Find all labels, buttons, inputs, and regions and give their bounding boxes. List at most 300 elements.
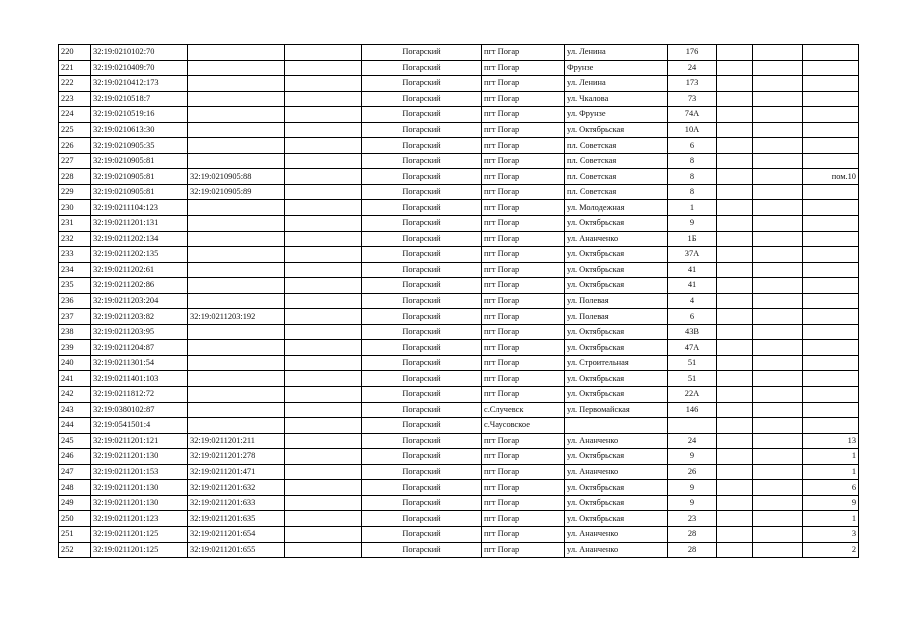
cell-premises	[803, 91, 859, 107]
cell-street	[565, 418, 668, 434]
cell-related-cadastral-number	[188, 402, 285, 418]
cell-row-number: 220	[59, 45, 91, 61]
cell-cadastral-number: 32:19:0541501:4	[91, 418, 188, 434]
cell-blank-col	[285, 169, 362, 185]
cell-related-cadastral-number	[188, 231, 285, 247]
table-row	[59, 216, 859, 232]
cell-cadastral-number: 32:19:0380102:87	[91, 402, 188, 418]
cell-cadastral-number: 32:19:0210519:16	[91, 107, 188, 123]
cell-house-number: 1	[668, 200, 717, 216]
cell-settlement: пгт Погар	[482, 293, 565, 309]
cell-street: ул. Октябрьская	[565, 340, 668, 356]
cell-blank-col	[285, 262, 362, 278]
table-row	[59, 200, 859, 216]
cell-street: ул. Молодежная	[565, 200, 668, 216]
cell-premises	[803, 324, 859, 340]
table-row	[59, 480, 859, 496]
cell-house-number: 26	[668, 464, 717, 480]
cell-cadastral-number: 32:19:0211201:125	[91, 542, 188, 558]
cell-blank-col-4	[753, 542, 803, 558]
cell-district: Погарский	[362, 231, 482, 247]
cell-cadastral-number: 32:19:0211201:130	[91, 480, 188, 496]
cell-related-cadastral-number: 32:19:0211201:654	[188, 526, 285, 542]
cell-cadastral-number: 32:19:0211201:131	[91, 216, 188, 232]
table-row	[59, 433, 859, 449]
cell-blank-col-4	[753, 309, 803, 325]
cell-blank-col-4	[753, 340, 803, 356]
cell-related-cadastral-number	[188, 355, 285, 371]
cell-blank-col-3	[717, 293, 753, 309]
cell-cadastral-number: 32:19:0210409:70	[91, 60, 188, 76]
cell-settlement: пгт Погар	[482, 526, 565, 542]
cell-row-number: 248	[59, 480, 91, 496]
cell-row-number: 243	[59, 402, 91, 418]
cell-row-number: 239	[59, 340, 91, 356]
cell-row-number: 238	[59, 324, 91, 340]
cell-cadastral-number: 32:19:0211201:125	[91, 526, 188, 542]
table-row	[59, 355, 859, 371]
cell-settlement: пгт Погар	[482, 371, 565, 387]
cell-related-cadastral-number	[188, 216, 285, 232]
cell-blank-col	[285, 542, 362, 558]
cell-blank-col-3	[717, 433, 753, 449]
cell-house-number: 4	[668, 293, 717, 309]
cell-premises: 3	[803, 526, 859, 542]
cell-blank-col-3	[717, 355, 753, 371]
cell-premises	[803, 262, 859, 278]
table-row	[59, 184, 859, 200]
cell-related-cadastral-number	[188, 387, 285, 403]
cell-blank-col-3	[717, 184, 753, 200]
cell-settlement: пгт Погар	[482, 464, 565, 480]
cell-premises	[803, 247, 859, 263]
cell-row-number: 244	[59, 418, 91, 434]
cell-street: ул. Чкалова	[565, 91, 668, 107]
cell-street: ул. Ананченко	[565, 433, 668, 449]
cell-house-number: 8	[668, 184, 717, 200]
cell-district: Погарский	[362, 340, 482, 356]
cell-cadastral-number: 32:19:0210905:81	[91, 169, 188, 185]
cell-premises	[803, 45, 859, 61]
cell-blank-col-4	[753, 107, 803, 123]
cell-row-number: 233	[59, 247, 91, 263]
cell-cadastral-number: 32:19:0211203:204	[91, 293, 188, 309]
cell-district: Погарский	[362, 495, 482, 511]
cell-premises: 2	[803, 542, 859, 558]
cell-blank-col-4	[753, 216, 803, 232]
cell-premises	[803, 76, 859, 92]
cell-street: ул. Фрунзе	[565, 107, 668, 123]
cell-related-cadastral-number: 32:19:0211201:211	[188, 433, 285, 449]
cell-settlement: пгт Погар	[482, 262, 565, 278]
cell-settlement: пгт Погар	[482, 60, 565, 76]
cell-cadastral-number: 32:19:0211104:123	[91, 200, 188, 216]
cell-house-number: 43В	[668, 324, 717, 340]
cell-blank-col-4	[753, 184, 803, 200]
cell-house-number: 9	[668, 480, 717, 496]
cadastral-table	[58, 44, 859, 558]
cell-house-number: 9	[668, 449, 717, 465]
cell-cadastral-number: 32:19:0210905:35	[91, 138, 188, 154]
cell-house-number: 28	[668, 542, 717, 558]
cell-blank-col	[285, 433, 362, 449]
cell-blank-col-3	[717, 153, 753, 169]
cell-row-number: 236	[59, 293, 91, 309]
cell-blank-col	[285, 371, 362, 387]
cell-blank-col-3	[717, 309, 753, 325]
cell-street: пл. Советская	[565, 153, 668, 169]
cell-related-cadastral-number	[188, 76, 285, 92]
cell-settlement: пгт Погар	[482, 433, 565, 449]
cell-row-number: 222	[59, 76, 91, 92]
cell-cadastral-number: 32:19:0211204:87	[91, 340, 188, 356]
table-row	[59, 45, 859, 61]
cell-row-number: 251	[59, 526, 91, 542]
cell-blank-col-4	[753, 495, 803, 511]
cell-district: Погарский	[362, 355, 482, 371]
cell-settlement: пгт Погар	[482, 324, 565, 340]
table-row	[59, 278, 859, 294]
cell-house-number: 1Б	[668, 231, 717, 247]
cell-district: Погарский	[362, 216, 482, 232]
cell-premises	[803, 122, 859, 138]
cell-blank-col-3	[717, 216, 753, 232]
cell-related-cadastral-number	[188, 262, 285, 278]
cell-premises	[803, 340, 859, 356]
cell-row-number: 246	[59, 449, 91, 465]
table-row	[59, 262, 859, 278]
cell-district: Погарский	[362, 107, 482, 123]
cell-street: ул. Полевая	[565, 293, 668, 309]
cell-row-number: 245	[59, 433, 91, 449]
cell-related-cadastral-number	[188, 200, 285, 216]
cell-row-number: 228	[59, 169, 91, 185]
cell-cadastral-number: 32:19:0211203:82	[91, 309, 188, 325]
cell-related-cadastral-number	[188, 107, 285, 123]
table-row	[59, 387, 859, 403]
cell-street: ул. Октябрьская	[565, 216, 668, 232]
cell-house-number: 23	[668, 511, 717, 527]
cell-blank-col-3	[717, 495, 753, 511]
cell-blank-col	[285, 449, 362, 465]
cell-premises	[803, 309, 859, 325]
cell-premises: 6	[803, 480, 859, 496]
cell-premises	[803, 293, 859, 309]
cell-district: Погарский	[362, 387, 482, 403]
cell-street: ул. Ананченко	[565, 542, 668, 558]
cell-district: Погарский	[362, 293, 482, 309]
cell-premises	[803, 107, 859, 123]
cell-related-cadastral-number	[188, 371, 285, 387]
cell-premises: пом.10	[803, 169, 859, 185]
cell-premises	[803, 153, 859, 169]
cell-district: Погарский	[362, 153, 482, 169]
cell-cadastral-number: 32:19:0210412:173	[91, 76, 188, 92]
cell-house-number: 37А	[668, 247, 717, 263]
cell-row-number: 241	[59, 371, 91, 387]
cell-district: Погарский	[362, 200, 482, 216]
cell-blank-col-4	[753, 449, 803, 465]
table-row	[59, 247, 859, 263]
cell-blank-col-3	[717, 542, 753, 558]
cell-street: ул. Ананченко	[565, 231, 668, 247]
cell-district: Погарский	[362, 418, 482, 434]
cell-blank-col	[285, 464, 362, 480]
table-row	[59, 495, 859, 511]
cell-cadastral-number: 32:19:0211201:130	[91, 495, 188, 511]
cell-row-number: 240	[59, 355, 91, 371]
cell-premises	[803, 418, 859, 434]
cell-district: Погарский	[362, 371, 482, 387]
cell-blank-col-4	[753, 418, 803, 434]
cell-blank-col-4	[753, 45, 803, 61]
cell-blank-col-4	[753, 138, 803, 154]
cell-related-cadastral-number: 32:19:0210905:88	[188, 169, 285, 185]
table-row	[59, 153, 859, 169]
table-row	[59, 371, 859, 387]
cell-related-cadastral-number: 32:19:0211201:655	[188, 542, 285, 558]
cell-blank-col-4	[753, 511, 803, 527]
cell-settlement: пгт Погар	[482, 153, 565, 169]
cell-premises	[803, 355, 859, 371]
cell-related-cadastral-number: 32:19:0211203:192	[188, 309, 285, 325]
cell-cadastral-number: 32:19:0211201:123	[91, 511, 188, 527]
cell-blank-col-3	[717, 464, 753, 480]
cell-house-number	[668, 418, 717, 434]
cell-house-number: 9	[668, 216, 717, 232]
cell-blank-col	[285, 340, 362, 356]
cell-blank-col-3	[717, 60, 753, 76]
cell-blank-col-4	[753, 169, 803, 185]
cell-settlement: пгт Погар	[482, 122, 565, 138]
cell-blank-col-3	[717, 107, 753, 123]
cell-row-number: 237	[59, 309, 91, 325]
cell-settlement: пгт Погар	[482, 107, 565, 123]
cell-house-number: 73	[668, 91, 717, 107]
cell-blank-col	[285, 184, 362, 200]
cell-premises	[803, 402, 859, 418]
cell-row-number: 224	[59, 107, 91, 123]
cell-house-number: 9	[668, 495, 717, 511]
cell-blank-col-4	[753, 371, 803, 387]
cell-district: Погарский	[362, 262, 482, 278]
cell-blank-col	[285, 309, 362, 325]
table-row	[59, 324, 859, 340]
cell-blank-col-3	[717, 262, 753, 278]
table-row	[59, 60, 859, 76]
cell-blank-col	[285, 480, 362, 496]
cell-house-number: 51	[668, 355, 717, 371]
cell-related-cadastral-number: 32:19:0211201:635	[188, 511, 285, 527]
cell-blank-col-3	[717, 169, 753, 185]
cell-related-cadastral-number	[188, 91, 285, 107]
cell-blank-col-4	[753, 387, 803, 403]
cell-district: Погарский	[362, 122, 482, 138]
document-page	[58, 44, 859, 558]
cell-house-number: 74А	[668, 107, 717, 123]
cell-blank-col-3	[717, 91, 753, 107]
cell-street: ул. Октябрьская	[565, 324, 668, 340]
cell-blank-col-4	[753, 60, 803, 76]
table-body	[59, 45, 859, 558]
cell-related-cadastral-number	[188, 278, 285, 294]
cell-row-number: 252	[59, 542, 91, 558]
cell-blank-col	[285, 200, 362, 216]
cell-house-number: 28	[668, 526, 717, 542]
cell-blank-col-4	[753, 324, 803, 340]
cell-settlement: пгт Погар	[482, 340, 565, 356]
cell-related-cadastral-number	[188, 60, 285, 76]
cell-district: Погарский	[362, 169, 482, 185]
cell-premises: 1	[803, 464, 859, 480]
cell-related-cadastral-number	[188, 340, 285, 356]
cell-street: ул. Строительная	[565, 355, 668, 371]
cell-related-cadastral-number	[188, 293, 285, 309]
cell-settlement: пгт Погар	[482, 169, 565, 185]
cell-related-cadastral-number	[188, 122, 285, 138]
cell-blank-col	[285, 495, 362, 511]
cell-settlement: пгт Погар	[482, 76, 565, 92]
cell-blank-col-4	[753, 355, 803, 371]
cell-district: Погарский	[362, 138, 482, 154]
table-row	[59, 418, 859, 434]
cell-district: Погарский	[362, 511, 482, 527]
cell-district: Погарский	[362, 184, 482, 200]
cell-related-cadastral-number	[188, 153, 285, 169]
cell-blank-col	[285, 511, 362, 527]
cell-premises	[803, 60, 859, 76]
table-row	[59, 122, 859, 138]
cell-related-cadastral-number: 32:19:0211201:632	[188, 480, 285, 496]
cell-district: Погарский	[362, 247, 482, 263]
cell-settlement: пгт Погар	[482, 231, 565, 247]
cell-cadastral-number: 32:19:0210102:70	[91, 45, 188, 61]
table-row	[59, 107, 859, 123]
cell-district: Погарский	[362, 449, 482, 465]
cell-blank-col	[285, 278, 362, 294]
cell-blank-col	[285, 216, 362, 232]
cell-house-number: 41	[668, 278, 717, 294]
cell-premises	[803, 138, 859, 154]
cell-settlement: пгт Погар	[482, 45, 565, 61]
cell-house-number: 10А	[668, 122, 717, 138]
cell-house-number: 6	[668, 309, 717, 325]
cell-cadastral-number: 32:19:0211202:86	[91, 278, 188, 294]
cell-house-number: 22А	[668, 387, 717, 403]
cell-house-number: 176	[668, 45, 717, 61]
cell-cadastral-number: 32:19:0211201:153	[91, 464, 188, 480]
cell-street: ул. Полевая	[565, 309, 668, 325]
cell-blank-col-3	[717, 231, 753, 247]
cell-row-number: 221	[59, 60, 91, 76]
cell-settlement: пгт Погар	[482, 449, 565, 465]
cell-premises	[803, 200, 859, 216]
cell-row-number: 226	[59, 138, 91, 154]
cell-row-number: 232	[59, 231, 91, 247]
cell-settlement: пгт Погар	[482, 480, 565, 496]
cell-premises	[803, 231, 859, 247]
cell-district: Погарский	[362, 309, 482, 325]
cell-blank-col	[285, 293, 362, 309]
cell-cadastral-number: 32:19:0211301:54	[91, 355, 188, 371]
cell-row-number: 225	[59, 122, 91, 138]
table-row	[59, 91, 859, 107]
cell-row-number: 227	[59, 153, 91, 169]
cell-district: Погарский	[362, 480, 482, 496]
cell-house-number: 24	[668, 60, 717, 76]
cell-blank-col-4	[753, 464, 803, 480]
cell-blank-col-3	[717, 247, 753, 263]
cell-street: ул. Ленина	[565, 45, 668, 61]
table-row	[59, 464, 859, 480]
cell-street: ул. Ленина	[565, 76, 668, 92]
cell-related-cadastral-number	[188, 138, 285, 154]
cell-cadastral-number: 32:19:0211203:95	[91, 324, 188, 340]
cell-blank-col-3	[717, 324, 753, 340]
cell-premises: 1	[803, 511, 859, 527]
cell-blank-col-3	[717, 418, 753, 434]
table-row	[59, 231, 859, 247]
cell-blank-col-4	[753, 293, 803, 309]
table-row	[59, 340, 859, 356]
cell-blank-col	[285, 45, 362, 61]
cell-related-cadastral-number: 32:19:0211201:278	[188, 449, 285, 465]
cell-blank-col-4	[753, 247, 803, 263]
cell-house-number: 47А	[668, 340, 717, 356]
cell-settlement: пгт Погар	[482, 91, 565, 107]
cell-blank-col	[285, 122, 362, 138]
cell-house-number: 146	[668, 402, 717, 418]
cell-house-number: 6	[668, 138, 717, 154]
cell-premises	[803, 278, 859, 294]
cell-house-number: 173	[668, 76, 717, 92]
table-row	[59, 76, 859, 92]
cell-blank-col-4	[753, 262, 803, 278]
cell-blank-col-3	[717, 122, 753, 138]
cell-blank-col	[285, 324, 362, 340]
table-row	[59, 542, 859, 558]
cell-street: пл. Советская	[565, 138, 668, 154]
cell-premises	[803, 387, 859, 403]
cell-cadastral-number: 32:19:0211202:135	[91, 247, 188, 263]
cell-related-cadastral-number: 32:19:0210905:89	[188, 184, 285, 200]
cell-blank-col-3	[717, 278, 753, 294]
cell-blank-col	[285, 76, 362, 92]
cell-settlement: с.Случевск	[482, 402, 565, 418]
cell-cadastral-number: 32:19:0211202:61	[91, 262, 188, 278]
cell-blank-col	[285, 402, 362, 418]
cell-street: ул. Ананченко	[565, 464, 668, 480]
cell-row-number: 234	[59, 262, 91, 278]
cell-settlement: пгт Погар	[482, 184, 565, 200]
cell-settlement: пгт Погар	[482, 511, 565, 527]
cell-street: ул. Октябрьская	[565, 449, 668, 465]
cell-street: ул. Октябрьская	[565, 122, 668, 138]
cell-premises	[803, 371, 859, 387]
table-row	[59, 449, 859, 465]
cell-settlement: пгт Погар	[482, 495, 565, 511]
cell-blank-col-3	[717, 402, 753, 418]
cell-settlement: пгт Погар	[482, 355, 565, 371]
cell-premises	[803, 184, 859, 200]
cell-blank-col-4	[753, 76, 803, 92]
cell-related-cadastral-number: 32:19:0211201:471	[188, 464, 285, 480]
cell-street: ул. Ананченко	[565, 526, 668, 542]
cell-district: Погарский	[362, 45, 482, 61]
cell-settlement: пгт Погар	[482, 309, 565, 325]
cell-settlement: пгт Погар	[482, 138, 565, 154]
cell-street: пл. Советская	[565, 169, 668, 185]
